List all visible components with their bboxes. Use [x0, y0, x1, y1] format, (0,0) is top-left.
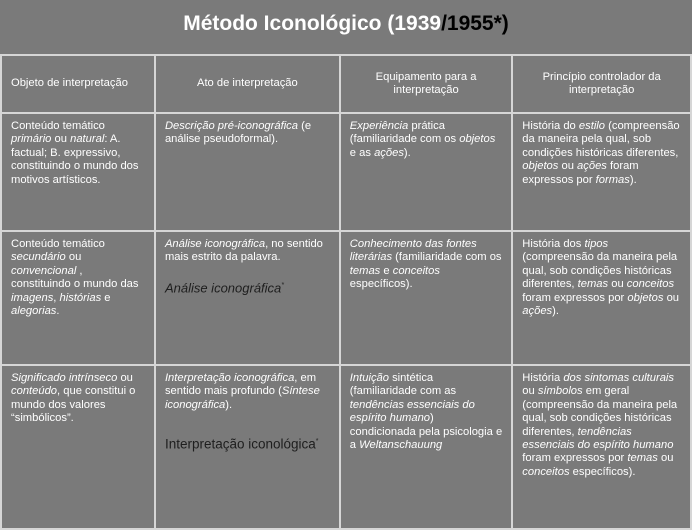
- title-year-revised: /1955*): [441, 12, 509, 35]
- cell-ato: [155, 231, 340, 365]
- cell-principio: História dos tipos (compreensão da maneira pela qual, sob condições históricas diferentes, temas ou conceitos foram expressos por objetos ou ações).: [512, 231, 691, 365]
- cell-equipamento: Intuição sintética (familiaridade com as tendências essenciais do espírito humano) condicionada pela psicologia e a Weltanschauung: [340, 365, 513, 529]
- cell-equipamento: Conhecimento das fontes literárias (familiaridade com os temas e conceitos específicos).: [340, 231, 513, 365]
- table-header-row: [1, 55, 691, 113]
- cell-objeto: Conteúdo temático secundário ou convencional , constituindo o mundo das imagens, histórias e alegorias.: [1, 231, 155, 365]
- header-equipamento: Equipamento para a interpretação: [340, 55, 513, 113]
- cell-ato-label: Interpretação iconológica*: [164, 436, 319, 452]
- iconology-table: [0, 54, 692, 530]
- header-principio: Princípio controlador da interpretação: [512, 55, 691, 113]
- cell-principio: História do estilo (compreensão da maneira pela qual, sob condições históricas diferentes, objetos ou ações foram expressos por formas).: [512, 113, 691, 231]
- header-objeto: Objeto de interpretação: [1, 55, 155, 113]
- cell-objeto: Significado intrínseco ou conteúdo, que constitui o mundo dos valores “simbólicos”.: [1, 365, 155, 529]
- cell-principio: História dos sintomas culturais ou símbolos em geral (compreensão da maneira pela qual, sob condições históricas diferentes, tendências essenciais do espírito humano foram expressos por temas ou conceitos específicos).: [512, 365, 691, 529]
- page-title: [0, 0, 692, 48]
- cell-ato: Descrição pré-iconográfica (e análise pseudoformal).: [155, 113, 340, 231]
- cell-ato: [155, 365, 340, 529]
- cell-ato-text: Análise iconográfica, no sentido mais estrito da palavra.: [164, 238, 323, 264]
- title-main: Método Iconológico (1939: [183, 12, 442, 35]
- cell-ato-text: Interpretação iconográfica, em sentido mais profundo (Síntese iconográfica).: [164, 372, 320, 411]
- table-row: [1, 365, 691, 529]
- header-ato: Ato de interpretação: [155, 55, 340, 113]
- table-row: [1, 113, 691, 231]
- cell-objeto: Conteúdo temático primário ou natural: A. factual; B. expressivo, constituindo o mundo dos motivos artísticos.: [1, 113, 155, 231]
- table-row: [1, 231, 691, 365]
- cell-equipamento: Experiência prática (familiaridade com os objetos e as ações).: [340, 113, 513, 231]
- cell-ato-label: Análise iconográfica*: [164, 280, 285, 296]
